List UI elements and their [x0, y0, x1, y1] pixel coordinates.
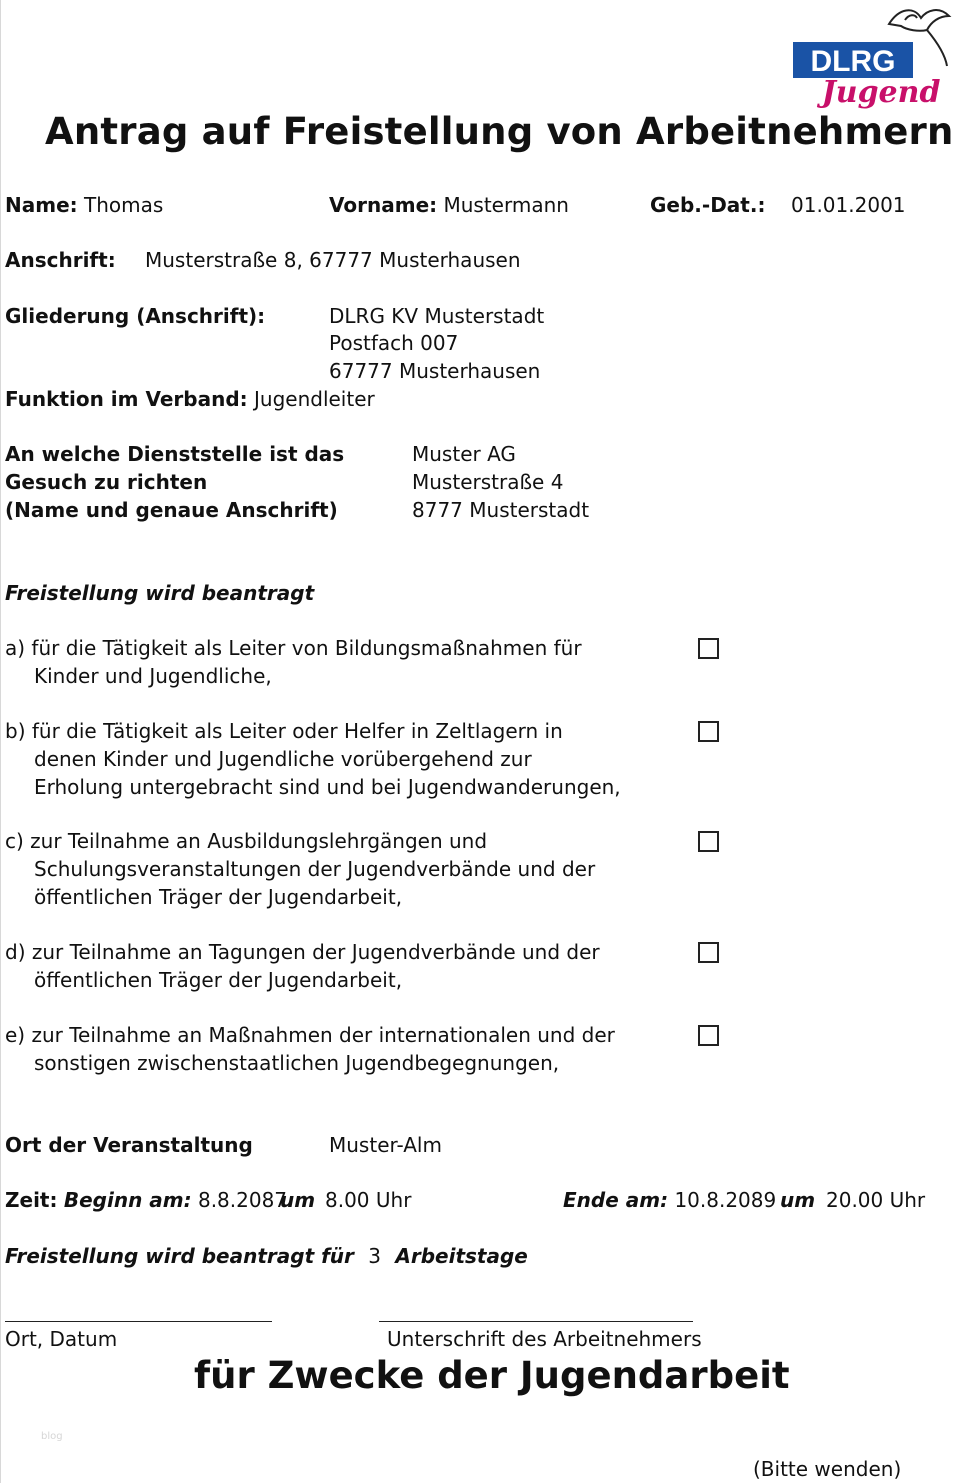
beginn-value: 8.8.2087 — [197, 1188, 288, 1212]
ort-datum-label: Ort, Datum — [5, 1327, 118, 1351]
form-title: Antrag auf Freistellung von Arbeitnehmern — [45, 110, 954, 153]
dienststelle-value-line: 8777 Musterstadt — [412, 498, 590, 522]
um-label: um — [780, 1188, 816, 1212]
funktion-value: Jugendleiter — [254, 387, 375, 411]
gliederung-line: 67777 Musterhausen — [329, 359, 541, 383]
gebdat-value: 01.01.2001 — [791, 193, 906, 217]
unterschrift-label: Unterschrift des Arbeitnehmers — [387, 1327, 702, 1351]
option-a-line: Kinder und Jugendliche, — [34, 664, 272, 688]
ort-value: Muster-Alm — [329, 1133, 442, 1157]
option-c-line: öffentlichen Träger der Jugendarbeit, — [34, 885, 403, 909]
dienststelle-label-line: An welche Dienststelle ist das — [5, 442, 345, 466]
arbeitstage-suffix: Arbeitstage — [395, 1244, 528, 1268]
zeit-end-group — [563, 1186, 776, 1214]
end-time: 20.00 Uhr — [826, 1188, 926, 1212]
gliederung-line: DLRG KV Musterstadt — [329, 304, 545, 328]
ort-datum-signature-line[interactable] — [5, 1321, 272, 1322]
name-row — [5, 191, 163, 219]
gliederung-label: Gliederung (Anschrift): — [5, 304, 266, 328]
logo-sub-text: Jugend — [821, 75, 941, 110]
option-d-line: d) zur Teilnahme an Tagungen der Jugendverbände und der — [5, 940, 600, 964]
dienststelle-label-line: (Name und genaue Anschrift) — [5, 498, 338, 522]
vorname-value: Mustermann — [443, 193, 569, 217]
gebdat-label: Geb.-Dat.: — [650, 193, 766, 217]
option-a-line: a) für die Tätigkeit als Leiter von Bildungsmaßnahmen für — [5, 636, 582, 660]
freistellung-heading: Freistellung wird beantragt — [5, 581, 315, 605]
ort-label: Ort der Veranstaltung — [5, 1133, 253, 1157]
vorname-row — [329, 191, 569, 219]
arbeitstage-count: 3 — [368, 1244, 381, 1268]
option-b-checkbox[interactable] — [698, 721, 719, 742]
arbeitnehmer-signature-line[interactable] — [379, 1321, 693, 1322]
option-e-checkbox[interactable] — [698, 1025, 719, 1046]
um-label: um — [280, 1188, 316, 1212]
arbeitstage-row — [5, 1242, 528, 1270]
option-b-line: b) für die Tätigkeit als Leiter oder Helfer in Zeltlagern in — [5, 719, 563, 743]
begin-time: 8.00 Uhr — [325, 1188, 412, 1212]
funktion-row — [5, 385, 375, 413]
option-d-checkbox[interactable] — [698, 942, 719, 963]
logo-brand-text: DLRG — [810, 45, 896, 78]
ende-value: 10.8.2089 — [674, 1188, 777, 1212]
vorname-label: Vorname: — [329, 193, 438, 217]
arbeitstage-prefix: Freistellung wird beantragt für — [5, 1244, 354, 1268]
option-e-line: sonstigen zwischenstaatlichen Jugendbegegnungen, — [34, 1051, 560, 1075]
option-d-line: öffentlichen Träger der Jugendarbeit, — [34, 968, 403, 992]
option-c-line: c) zur Teilnahme an Ausbildungslehrgängen und — [5, 829, 488, 853]
name-label: Name: — [5, 193, 78, 217]
anschrift-value: Musterstraße 8, 67777 Musterhausen — [145, 248, 521, 272]
option-b-line: denen Kinder und Jugendliche vorübergehend zur — [34, 747, 532, 771]
zeit-begin-group — [5, 1186, 287, 1214]
anschrift-label: Anschrift: — [5, 248, 116, 272]
footer-title: für Zwecke der Jugendarbeit — [194, 1354, 790, 1397]
zeit-label: Zeit: — [5, 1188, 58, 1212]
gliederung-line: Postfach 007 — [329, 331, 459, 355]
option-c-checkbox[interactable] — [698, 831, 719, 852]
option-a-checkbox[interactable] — [698, 638, 719, 659]
dienststelle-label-line: Gesuch zu richten — [5, 470, 208, 494]
ende-label: Ende am: — [563, 1188, 669, 1212]
watermark-text: blog — [41, 1431, 63, 1442]
beginn-label: Beginn am: — [63, 1188, 192, 1212]
funktion-label: Funktion im Verband: — [5, 387, 248, 411]
dienststelle-value-line: Musterstraße 4 — [412, 470, 564, 494]
bitte-wenden: (Bitte wenden) — [753, 1457, 902, 1481]
option-e-line: e) zur Teilnahme an Maßnahmen der internationalen und der — [5, 1023, 615, 1047]
name-value: Thomas — [84, 193, 164, 217]
dlrg-jugend-logo — [789, 2, 957, 110]
dienststelle-value-line: Muster AG — [412, 442, 516, 466]
option-c-line: Schulungsveranstaltungen der Jugendverbände und der — [34, 857, 596, 881]
option-b-line: Erholung untergebracht sind und bei Jugendwanderungen, — [34, 775, 621, 799]
